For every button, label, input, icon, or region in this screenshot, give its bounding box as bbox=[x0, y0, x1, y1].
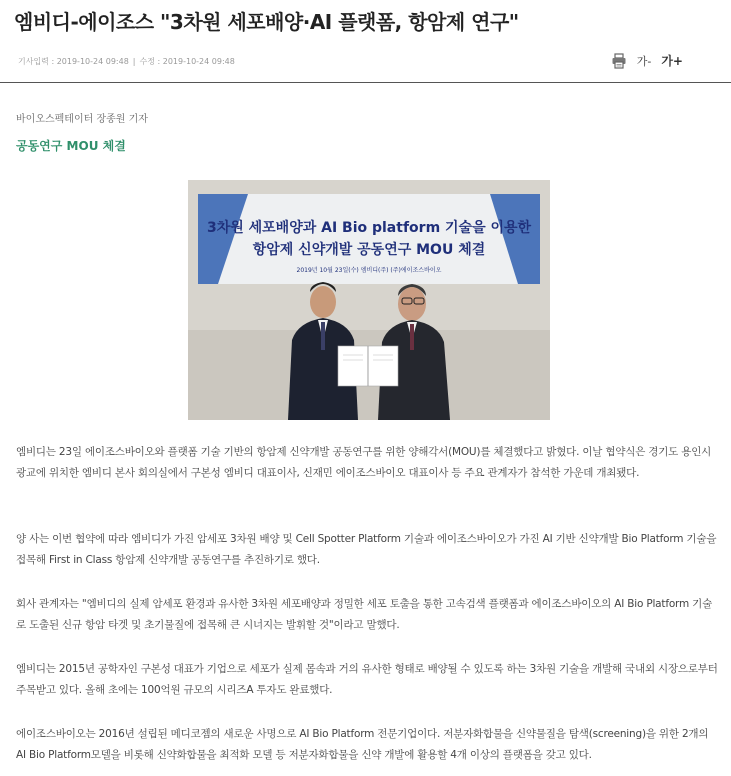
banner-line-2: 항암제 신약개발 공동연구 MOU 체결 bbox=[252, 242, 486, 258]
published-date: 기사입력 : 2019-10-24 09:48 bbox=[18, 57, 129, 66]
font-smaller-button[interactable]: 가- bbox=[636, 54, 652, 68]
banner-line-3: 2019년 10월 23일(수) 엠비디(주) (주)에이조스바이오 bbox=[296, 267, 442, 274]
header-divider bbox=[0, 82, 731, 83]
print-icon[interactable] bbox=[611, 53, 627, 69]
paragraph-5: 에이조스바이오는 2016년 설립된 메디코젬의 새로운 사명으로 AI Bio Platform 전문기업이다. 저분자화합물을 신약물질을 탐색(screening)을 위한 2개의 AI Bio Platform모델을 비롯해 신약화합물을 최적화 모델 등 저분자화합물을 신약 개발에 활용할 4개 이상의 플랫폼을 갖고 있다. bbox=[16, 728, 709, 761]
article-subtitle: 공동연구 MOU 체결 bbox=[16, 139, 126, 153]
byline: 바이오스펙테이터 장종원 기자 bbox=[16, 114, 148, 125]
article-title: 엠비디-에이조스 "3차원 세포배양·AI 플랫폼, 항암제 연구" bbox=[14, 10, 519, 34]
modified-date: 수정 : 2019-10-24 09:48 bbox=[139, 57, 235, 66]
signed-documents bbox=[338, 346, 398, 386]
photo-illustration bbox=[188, 180, 550, 420]
font-larger-button[interactable]: 가+ bbox=[661, 54, 683, 68]
banner-line-1: 3차원 세포배양과 AI Bio platform 기술을 이용한 bbox=[206, 220, 532, 236]
article-meta bbox=[18, 56, 235, 67]
paragraph-4: 엠비디는 2015년 공학자인 구본성 대표가 기업으로 세포가 실제 몸속과 거의 유사한 형태로 배양될 수 있도록 하는 3차원 기술을 개발해 국내외 시장으로부터 주목받고 있다. 올해 초에는 100억원 규모의 시리즈A 투자도 완료했다. bbox=[16, 663, 718, 696]
article-photo bbox=[188, 180, 550, 420]
paragraph-1: 엠비디는 23일 에이조스바이오와 플랫폼 기술 기반의 항암제 신약개발 공동연구를 위한 양해각서(MOU)를 체결했다고 밝혔다. 이날 협약식은 경기도 용인시 광교에 위치한 엠비디 본사 회의실에서 구본성 엠비디 대표이사, 신재민 에이조스바이오 대표이사 등 주요 관계자가 참석한 가운데 개최됐다. bbox=[16, 446, 712, 479]
article-tools bbox=[611, 52, 683, 69]
paragraph-2: 양 사는 이번 협약에 따라 엠비디가 가진 암세포 3차원 배양 및 Cell Spotter Platform 기술과 에이조스바이오가 가진 AI 기반 신약개발 Bio Platform 기술을 접목해 First in Class 항암제 신약개발 공동연구를 추진하기로 했다. bbox=[16, 533, 717, 566]
paragraph-3: 회사 관계자는 "엠비디의 실제 암세포 환경과 유사한 3차원 세포배양과 정밀한 세포 토출을 통한 고속검색 플랫폼과 에이조스바이오의 AI Bio Platform 기술로 도출된 신규 항암 타겟 및 초기물질에 접목해 큰 시너지는 발휘할 것"이라고 말했다. bbox=[16, 598, 713, 631]
meta-separator: | bbox=[132, 57, 136, 66]
